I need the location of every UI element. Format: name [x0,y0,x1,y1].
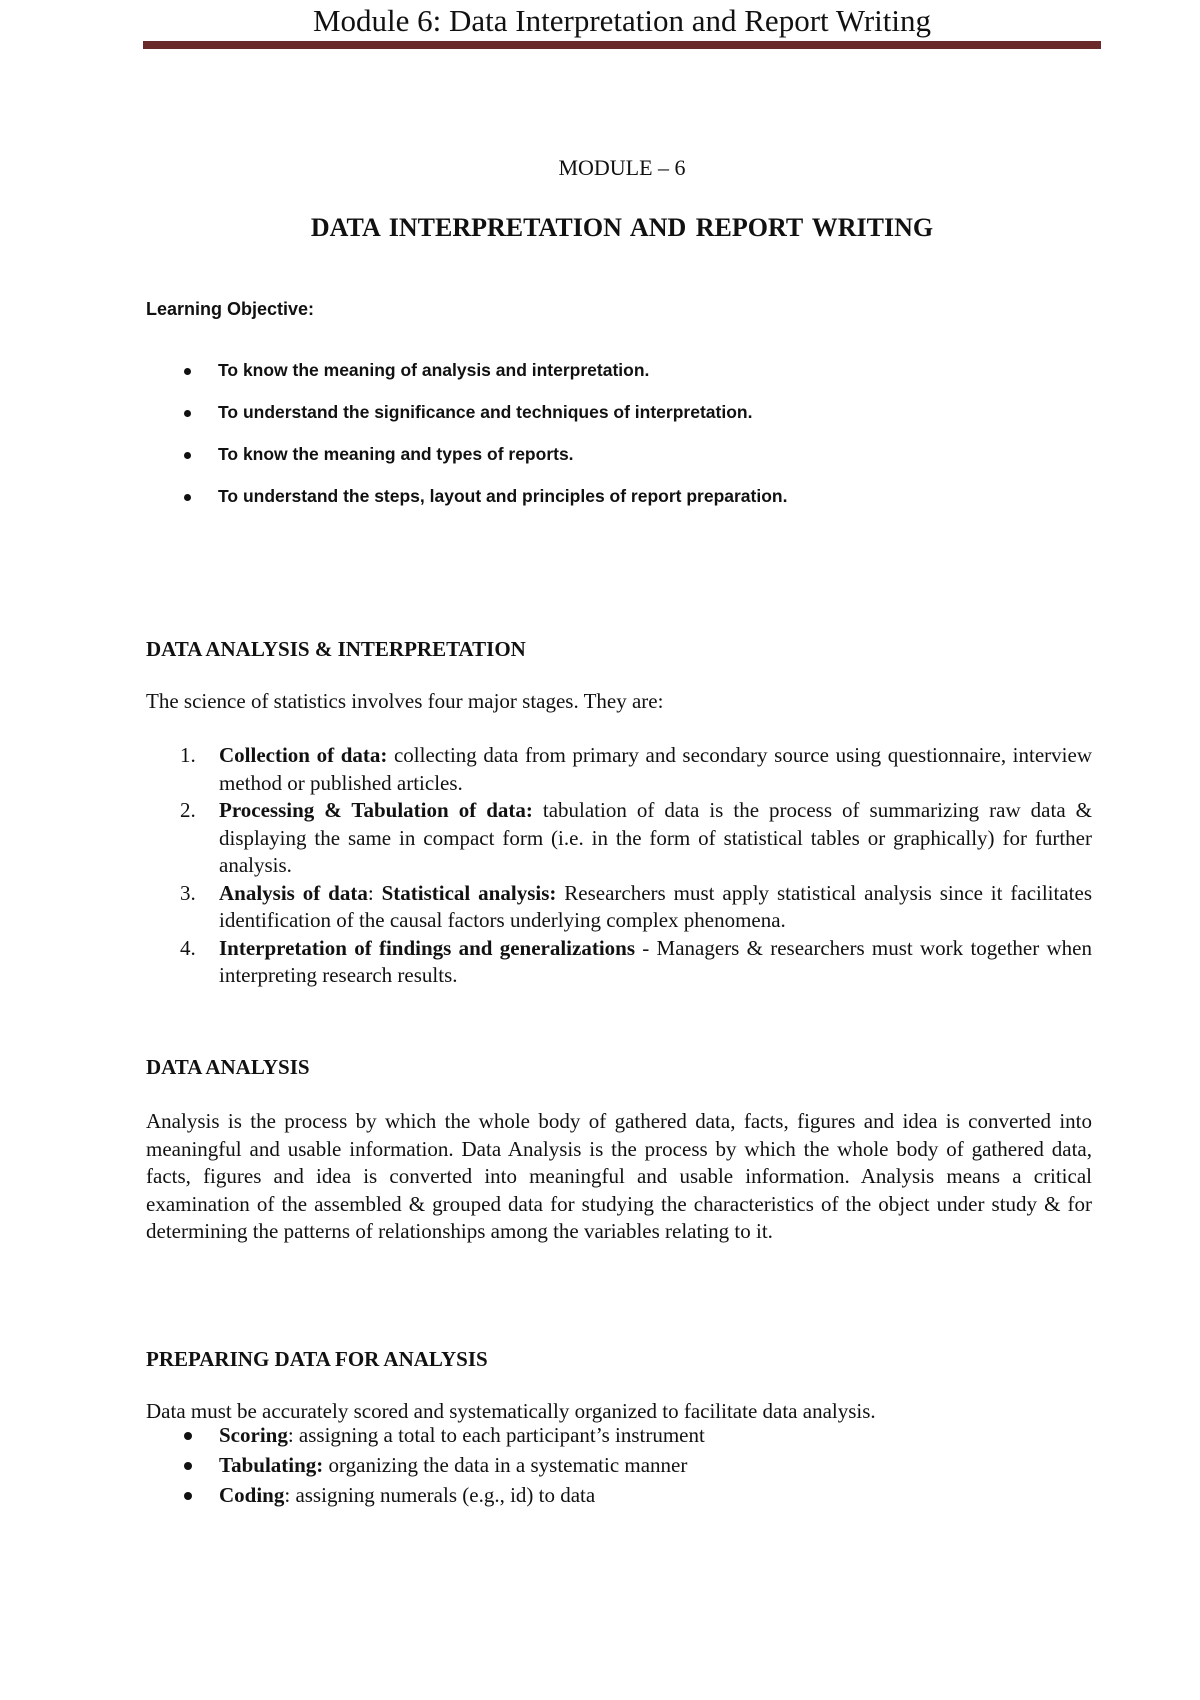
preparing-intro: Data must be accurately scored and systematically organized to facilitate data analysis. [146,1399,876,1423]
module-title: DATA INTERPRETATION AND REPORT WRITING [310,213,934,242]
preparing-list [146,1422,1092,1512]
module-number: MODULE – 6 [558,155,686,180]
learning-objective-label: Learning Objective: [146,299,315,319]
section-heading-preparing-data: PREPARING DATA FOR ANALYSIS [146,1347,488,1371]
bullet-icon [184,1462,192,1470]
stage-number: 1. [180,743,196,767]
stage-text: collecting data from primary and secondary source using questionnaire, interview method or published articles. [219,743,1092,795]
objective-text: To understand the significance and techniques of interpretation. [218,402,753,422]
preparing-text: organizing the data in a systematic manner [323,1453,688,1477]
preparing-term: Scoring [219,1423,288,1447]
objective-text: To understand the steps, layout and principles of report preparation. [218,486,788,506]
stage-text: - Managers & researchers must work together when interpreting research results. [219,935,1092,987]
stage-separator: : [367,880,382,905]
stage-term: Collection of data: [219,743,388,767]
objective-item [146,485,1086,527]
stages-intro: The science of statistics involves four major stages. They are: [146,689,664,713]
bullet-icon [184,410,191,417]
bullet-icon [184,452,191,459]
stage-item [146,742,1092,797]
stage-text: Researchers must apply statistical analysis since it facilitates identification of the causal factors underlying complex phenomena. [219,880,1093,932]
preparing-term: Tabulating: [219,1453,324,1477]
stage-term-secondary: Statistical analysis: [381,880,557,905]
stage-item [146,880,1092,935]
objective-item [146,359,1086,401]
objective-item [146,443,1086,485]
header-rule [143,41,1101,49]
bullet-icon [184,494,191,501]
preparing-text: : assigning numerals (e.g., id) to data [284,1483,596,1507]
stage-text: tabulation of data is the process of summarizing raw data & displaying the same in compact form (i.e. in the form of statistical tables or graphically) for further analysis. [219,798,1092,877]
section-heading-data-analysis: DATA ANALYSIS [146,1055,310,1079]
objective-text: To know the meaning of analysis and interpretation. [218,360,650,380]
running-header-title: Module 6: Data Interpretation and Report Writing [312,3,932,38]
data-analysis-paragraph: Analysis is the process by which the whole body of gathered data, facts, figures and idea is converted into meaningful and usable information. Data Analysis is the process by which the whole body of gathered data, facts, figures and idea is converted into meaningful and usable information. Analysis means a critical examination of the assembled & grouped data for studying the characteristics of the object under study & for determining the patterns of relationships among the variables relating to it. [146,1109,1092,1243]
bullet-icon [184,368,191,375]
preparing-term: Coding [219,1483,285,1507]
objective-text: To know the meaning and types of reports. [218,444,574,464]
stage-item [146,797,1092,880]
bullet-icon [184,1492,192,1500]
stage-term: Analysis of data [219,880,368,905]
stage-item [146,935,1092,990]
stages-list [146,742,1092,990]
preparing-item [146,1482,1092,1512]
preparing-item [146,1452,1092,1482]
learning-objective-list [146,359,1086,527]
preparing-text: : assigning a total to each participant’s instrument [287,1423,705,1447]
stage-number: 2. [180,798,196,822]
stage-term: Interpretation of findings and generalizations [219,935,636,960]
section-heading-analysis-interpretation: DATA ANALYSIS & INTERPRETATION [146,637,526,661]
stage-number: 3. [180,880,196,905]
stage-number: 4. [180,935,196,960]
bullet-icon [184,1432,192,1440]
objective-item [146,401,1086,443]
stage-term: Processing & Tabulation of data: [219,798,533,822]
preparing-item [146,1422,1092,1452]
